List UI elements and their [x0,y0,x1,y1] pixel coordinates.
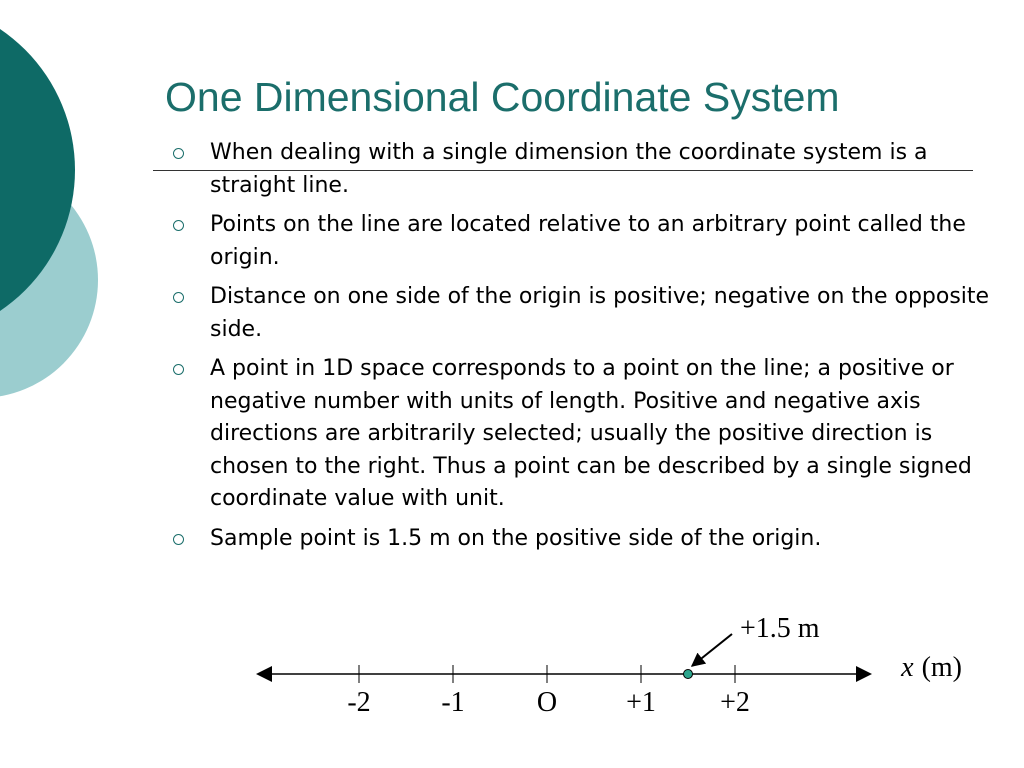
bullet-item [170,523,1000,556]
tick-label: +2 [720,687,750,718]
point-leader-arrow [692,634,732,666]
bullet-text: Sample point is 1.5 m on the positive side of the origin. [210,525,822,551]
axis-label [900,652,962,683]
bullet-item [170,353,1000,516]
bullet-text: Points on the line are located relative to an arbitrary point called the origin. [210,212,966,270]
slide-title: One Dimensional Coordinate System [165,74,840,120]
left-arrowhead-icon [256,666,272,682]
bullet-item [170,209,1000,274]
sample-point-label: +1.5 m [740,613,820,644]
hollow-circle-bullet-icon [173,534,184,545]
number-line-diagram [0,600,1024,760]
bullet-text: Distance on one side of the origin is positive; negative on the opposite side. [210,284,990,342]
hollow-circle-bullet-icon [173,148,184,159]
hollow-circle-bullet-icon [173,220,184,231]
axis-variable: x [901,652,914,683]
bullet-text: When dealing with a single dimension the coordinate system is a straight line. [210,140,928,198]
hollow-circle-bullet-icon [173,364,184,375]
right-arrowhead-icon [856,666,872,682]
bullet-item [170,281,1000,346]
tick-label: O [536,687,558,718]
corner-decoration [0,0,120,400]
tick-label: -2 [347,687,371,718]
tick-label: -1 [441,687,465,718]
hollow-circle-bullet-icon [173,292,184,303]
bullet-item [170,137,1000,202]
axis-unit: (m) [921,652,962,683]
tick-label: +1 [626,687,656,718]
sample-point-marker [684,670,693,679]
bullet-list [170,137,1000,562]
bullet-text: A point in 1D space corresponds to a point on the line; a positive or negative number with units of length. Positive and negative axis directions are arbitrarily selected; usually the positive direction is chosen to the right. Thus a point can be described by a single signed coordinate value with unit. [210,356,972,511]
